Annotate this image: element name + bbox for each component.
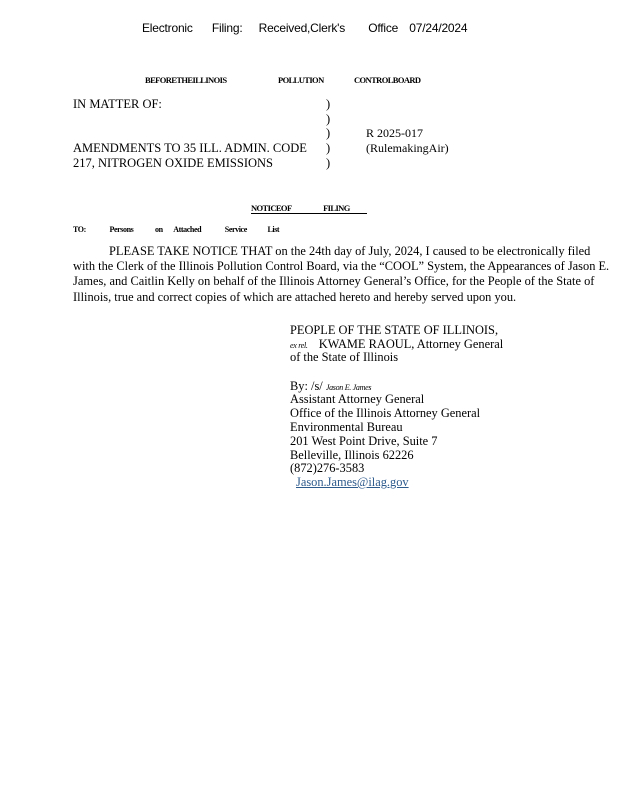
case-type: (RulemakingAir) <box>366 141 449 155</box>
signer-title: Assistant Attorney General <box>290 392 425 406</box>
board-heading-part1: BEFORETHEILLINOIS <box>145 75 227 85</box>
to-line <box>73 225 279 234</box>
notice-paragraph: PLEASE TAKE NOTICE THAT on the 24th day of July, 2024, I caused to be electronically filed with the Clerk of the Illinois Pollution Control Board, via the “COOL” System, the Appearances of Jason E. James, and Caitlin Kelly on behalf of the Illinois Attorney General’s Office, for the People of the State of Illinois, true and correct copies of which are attached hereto and hereby served upon you. <box>73 244 610 304</box>
notice-heading-part2: FILING <box>323 203 350 213</box>
case-number: R 2025-017 <box>366 126 423 140</box>
stamp-date: 07/24/2024 <box>409 21 468 35</box>
notice-of-filing-heading <box>251 203 367 214</box>
board-heading-part2: POLLUTION <box>278 75 324 85</box>
caption-in-matter: IN MATTER OF: <box>73 97 162 111</box>
signer-office: Office of the Illinois Attorney General <box>290 406 481 420</box>
to-label: TO: <box>73 225 86 234</box>
to-word: Service <box>224 225 247 234</box>
ag-name: KWAME RAOUL, Attorney General <box>318 337 504 351</box>
signature-party: PEOPLE OF THE STATE OF ILLINOIS, <box>290 323 499 337</box>
ex-rel: ex rel. <box>290 341 308 350</box>
stamp-electronic: Electronic <box>142 21 193 35</box>
caption-paren: ) <box>326 126 331 140</box>
filing-stamp <box>142 21 467 35</box>
caption-paren: ) <box>326 97 331 111</box>
signer-signature: Jason E. James <box>325 383 372 392</box>
board-heading-part3: CONTROLBOARD <box>354 75 421 85</box>
notice-heading-part1: NOTICEOF <box>251 203 292 213</box>
signer-phone: (872)276-3583 <box>290 461 365 475</box>
caption-paren: ) <box>326 112 331 126</box>
by-label: By: /s/ <box>290 379 323 393</box>
signer-city: Belleville, Illinois 62226 <box>290 448 414 462</box>
signature-ag-of: of the State of Illinois <box>290 350 399 364</box>
notice-body <box>73 244 613 305</box>
stamp-received: Received,Clerk's <box>258 21 346 35</box>
to-word: Attached <box>173 225 202 234</box>
signer-email-link[interactable]: Jason.James@ilag.gov <box>296 475 409 489</box>
signer-street: 201 West Point Drive, Suite 7 <box>290 434 438 448</box>
to-word: Persons <box>109 225 134 234</box>
caption-paren: ) <box>326 141 331 155</box>
signer-bureau: Environmental Bureau <box>290 420 403 434</box>
stamp-office: Office <box>368 21 399 35</box>
to-word: List <box>267 225 280 234</box>
caption-nox: 217, NITROGEN OXIDE EMISSIONS <box>73 156 273 170</box>
caption-paren: ) <box>326 156 331 170</box>
caption-amendments: AMENDMENTS TO 35 ILL. ADMIN. CODE <box>73 141 307 155</box>
stamp-filing: Filing: <box>211 21 243 35</box>
to-word: on <box>154 225 163 234</box>
